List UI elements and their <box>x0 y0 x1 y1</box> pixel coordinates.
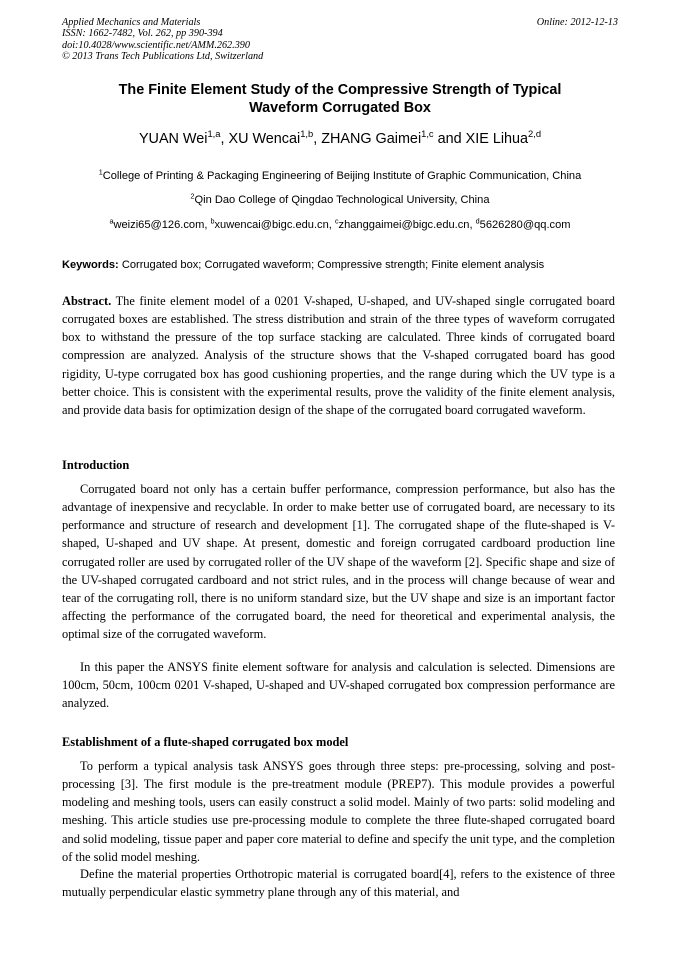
abstract-text: The finite element model of a 0201 V-shaped, U-shaped, and UV-shaped single corrugated board corrugated boxes are established. The stress distribution and strain of the three types of waveform corrugated box to withstand the pressure of the top surface stacking are calculated. Three kinds of corrugated board compression are analyzed. Analysis of the structure shows that the V-shaped corrugated board has good rigidity, U-type corrugated box has good cushioning properties, and the range during which the UV type is a better choice. This is consistent with the experimental results, prove the validity of the finite element analysis, and provide data basis for optimization design of the shape of the corrugated board corrugated waveform. <box>62 294 616 417</box>
email-link[interactable]: zhanggaimei@bigc.edu.cn <box>338 219 470 231</box>
affiliation <box>40 169 640 183</box>
author-list <box>62 129 618 149</box>
author-sup: 1,b <box>300 129 314 140</box>
keywords <box>62 258 618 272</box>
affiliation-sup: 2 <box>190 191 195 201</box>
paper-title-line-1: The Finite Element Study of the Compressive Strength of Typical <box>118 82 562 98</box>
email-separator: , <box>469 219 476 231</box>
author-name: ZHANG Gaimei <box>321 131 422 147</box>
email-list <box>40 218 640 232</box>
email-separator: , <box>328 219 335 231</box>
paper-title <box>62 81 618 117</box>
email-sup: b <box>210 216 215 226</box>
abstract <box>62 292 615 419</box>
journal-issn: ISSN: 1662-7482, Vol. 262, pp 390-394 <box>62 28 223 40</box>
abstract-label: Abstract. <box>62 294 112 308</box>
author-name: YUAN Wei <box>138 131 208 147</box>
author-sup: 2,d <box>528 129 542 140</box>
keywords-text: Corrugated box; Corrugated waveform; Compressive strength; Finite element analysis <box>121 259 545 271</box>
author-separator: and <box>433 131 466 147</box>
affiliation-text: College of Printing & Packaging Engineering of Beijing Institute of Graphic Communication, China <box>102 170 582 182</box>
affiliation-sup: 1 <box>98 167 103 177</box>
author-sup: 1,a <box>207 129 221 140</box>
email-link[interactable]: xuwencai@bigc.edu.cn <box>214 219 329 231</box>
author-separator: , <box>313 131 322 147</box>
author-sup: 1,c <box>421 129 434 140</box>
journal-header <box>62 17 618 63</box>
keywords-label: Keywords: <box>62 259 119 271</box>
email-sup: a <box>109 216 114 226</box>
email-link[interactable]: weizi65@126.com <box>113 219 205 231</box>
online-date: Online: 2012-12-13 <box>536 17 618 28</box>
author-name: XU Wencai <box>228 131 301 147</box>
journal-name: Applied Mechanics and Materials <box>62 17 201 28</box>
paragraph: Corrugated board not only has a certain buffer performance, compression performance, but also has the advantage of inexpensive and recyclable. In order to make better use of corrugated board, are necessary to its performance and structure of research and development [1]. The corrugated shape of the flute-shaped is V-shaped, U-shaped and UV shape. At present, domestic and foreign corrugated cardboard production line corrugated roller are used by corrugated roller of the UV shape of the waveform [2]. Specific shape and size of the UV-shaped corrugated cardboard and not strict rules, and in the process will change because of wear and tear of the corrugating roll, there is no uniform standard size, but the UV shape and size is an important factor affecting the performance of the corrugated board, the need for theoretical and experimental analysis, the optimal size of the corrugated waveform. <box>62 482 615 642</box>
paragraph: In this paper the ANSYS finite element software for analysis and calculation is selected. Dimensions are 100cm, 50cm, 100cm 0201 V-shaped, U-shaped and UV-shaped corrugated box compression performance are analyzed. <box>62 660 615 711</box>
journal-doi: doi:10.4028/www.scientific.net/AMM.262.390 <box>62 39 250 51</box>
email-separator: , <box>204 219 211 231</box>
affiliation <box>40 193 640 207</box>
email-sup: d <box>475 216 480 226</box>
paper-title-line-2: Waveform Corrugated Box <box>249 100 431 116</box>
email-link[interactable]: 5626280@qq.com <box>479 219 571 231</box>
author-name: XIE Lihua <box>465 131 529 147</box>
paragraph: To perform a typical analysis task ANSYS goes through three steps: pre-processing, solving and post-processing [3]. The first module is the pre-treatment module (PREP7). This module provides a powerful modeling and meshing tools, users can easily construct a solid model. Mainly of two parts: solid modeling and meshing. This article studies use pre-processing module to complete the three flute-shaped corrugated board and solid modeling, tissue paper and paper core material to define and specify the unit type, and the completion of the solid model meshing. <box>62 759 615 864</box>
section-heading-establishment: Establishment of a flute-shaped corrugated box model <box>62 735 349 749</box>
section-heading-introduction: Introduction <box>62 458 130 472</box>
affiliation-text: Qin Dao College of Qingdao Technological University, China <box>194 194 490 206</box>
email-sup: c <box>334 216 339 226</box>
paragraph: Define the material properties Orthotropic material is corrugated board[4], refers to the existence of three mutually perpendicular elastic symmetry plane through any of this material, and <box>62 867 615 900</box>
author-separator: , <box>220 131 229 147</box>
journal-copyright: © 2013 Trans Tech Publications Ltd, Switzerland <box>62 51 264 63</box>
